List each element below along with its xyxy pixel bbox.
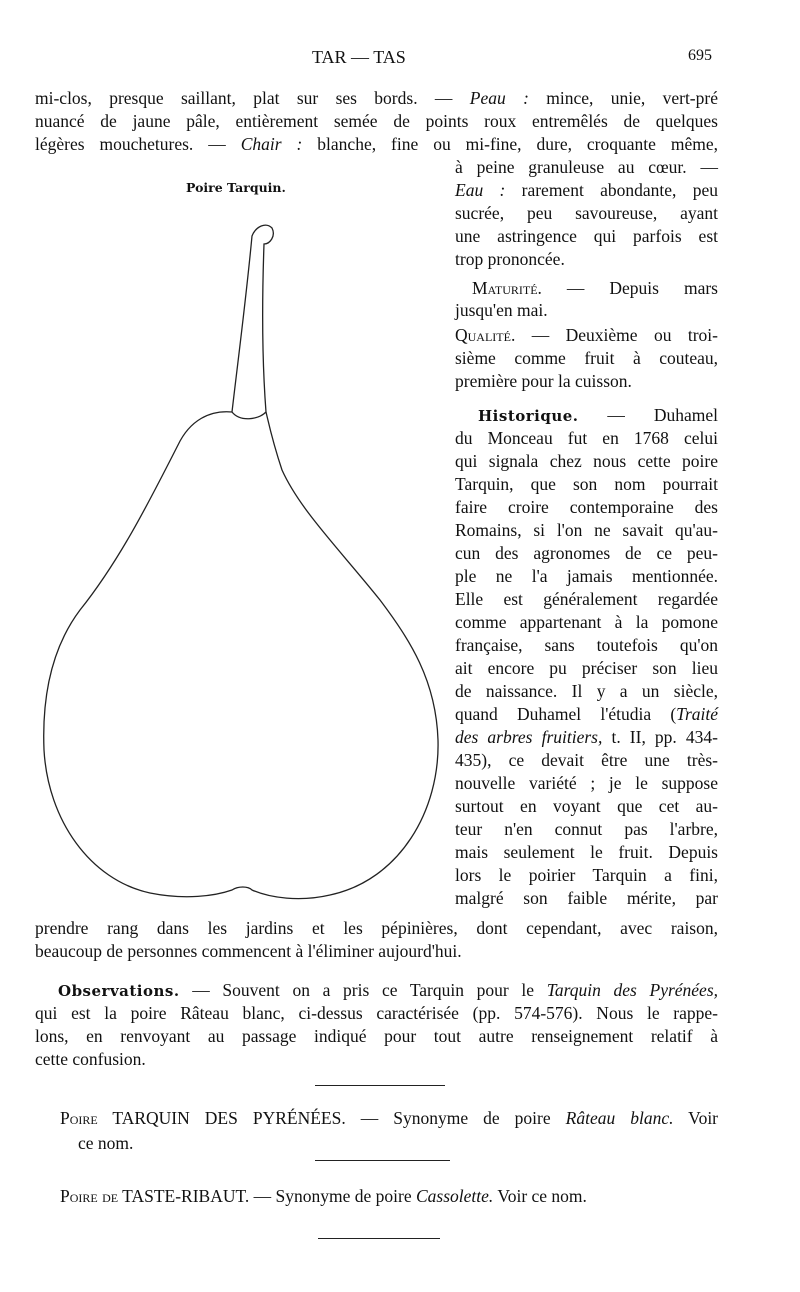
text-line xyxy=(455,473,718,495)
text-segment: lons, en renvoyant au passage indiqué pour tout autre renseignement relatif à xyxy=(35,1026,718,1046)
italic-text: Chair : xyxy=(240,134,303,154)
text-segment: ce nom. xyxy=(78,1133,134,1153)
text-segment: première pour la cuisson. xyxy=(455,371,632,391)
text-line xyxy=(455,496,718,518)
text-segment: du Monceau fut en 1768 celui xyxy=(455,428,718,448)
smallcaps-label: Maturité. xyxy=(472,278,542,298)
text-segment: rarement abondante, peu xyxy=(505,180,718,200)
text-line xyxy=(35,133,718,155)
text-line xyxy=(455,749,718,771)
text-segment: trop prononcée. xyxy=(455,249,565,269)
text-line xyxy=(60,1107,718,1129)
text-line xyxy=(455,299,548,321)
text-segment: de naissance. Il y a un siècle, xyxy=(455,681,718,701)
section-divider xyxy=(315,1085,445,1086)
text-line xyxy=(60,1185,587,1207)
text-line xyxy=(455,324,718,346)
text-segment: mince, unie, vert-pré xyxy=(528,88,718,108)
text-line xyxy=(455,370,632,392)
italic-text: Râteau blanc. xyxy=(565,1108,674,1128)
text-line xyxy=(455,450,718,472)
text-line xyxy=(455,202,718,224)
text-line xyxy=(455,818,718,840)
text-line xyxy=(78,1132,133,1154)
section-heading: Observations. xyxy=(58,982,180,1000)
text-line xyxy=(478,404,718,427)
italic-text: Traité xyxy=(676,704,718,724)
text-line xyxy=(455,772,718,794)
text-line xyxy=(455,347,718,369)
text-line xyxy=(455,864,718,886)
text-segment: prendre rang dans les jardins et les pépinières, dont cependant, avec raison, xyxy=(35,918,718,938)
text-line xyxy=(58,979,718,1002)
section-heading: Historique. xyxy=(478,407,579,425)
text-segment: Tarquin, que son nom pourrait xyxy=(455,474,718,494)
text-line xyxy=(455,703,718,725)
text-segment: française, sans toutefois qu'on xyxy=(455,635,718,655)
text-segment: 435), ce devait être une très- xyxy=(455,750,718,770)
text-segment: TARQUIN DES PYRÉNÉES. — Synonyme de poire xyxy=(97,1108,566,1128)
text-line xyxy=(455,427,718,449)
pear-stem xyxy=(232,225,273,419)
text-segment: cette confusion. xyxy=(35,1049,146,1069)
italic-text: Cassolette. xyxy=(415,1186,494,1206)
text-segment: nouvelle variété ; je le suppose xyxy=(455,773,718,793)
text-segment: TASTE-RIBAUT. — Synonyme de poire xyxy=(118,1186,416,1206)
page-number: 695 xyxy=(688,47,712,64)
text-segment: jusqu'en mai. xyxy=(455,300,548,320)
text-segment: une astringence qui parfois est xyxy=(455,226,718,246)
text-segment: à peine granuleuse au cœur. — xyxy=(455,157,718,177)
text-segment: Romains, si l'on ne savait qu'au- xyxy=(455,520,718,540)
text-line xyxy=(455,887,718,909)
text-line xyxy=(35,1002,718,1024)
text-segment: surtout en voyant que cet au- xyxy=(455,796,718,816)
text-line xyxy=(455,225,718,247)
text-line xyxy=(455,726,718,748)
text-line xyxy=(455,634,718,656)
section-divider xyxy=(318,1238,440,1239)
text-segment: ait encore pu préciser son lieu xyxy=(455,658,718,678)
text-segment: cun des agronomes de ce peu- xyxy=(455,543,718,563)
text-segment: — Depuis mars xyxy=(541,278,718,298)
text-line xyxy=(455,542,718,564)
text-line xyxy=(35,940,462,962)
text-line xyxy=(35,87,718,109)
text-segment: Elle est généralement regardée xyxy=(455,589,718,609)
smallcaps-label: Qualité. xyxy=(455,325,516,345)
text-segment: mi-clos, presque saillant, plat sur ses bords. — xyxy=(35,88,470,108)
text-segment: Voir xyxy=(673,1108,719,1128)
text-line xyxy=(35,1025,718,1047)
text-line xyxy=(455,519,718,541)
text-segment: malgré son faible mérite, par xyxy=(455,888,718,908)
text-segment: nuancé de jaune pâle, entièrement semée de points roux entremêlés de quelques xyxy=(35,111,718,131)
text-segment: lors le poirier Tarquin a fini, xyxy=(455,865,718,885)
text-line xyxy=(455,841,718,863)
text-line xyxy=(455,795,718,817)
text-segment: — Souvent on a pris ce Tarquin pour le xyxy=(179,980,547,1000)
text-segment: — Duhamel xyxy=(578,405,718,425)
smallcaps-label: Poire xyxy=(60,1108,98,1128)
pear-body xyxy=(44,412,438,899)
text-line xyxy=(35,1048,146,1070)
text-line xyxy=(455,156,718,178)
text-line xyxy=(455,657,718,679)
text-segment: ple ne l'a jamais mentionnée. xyxy=(455,566,718,586)
text-line xyxy=(455,248,565,270)
text-line xyxy=(455,611,718,633)
text-segment: beaucoup de personnes commencent à l'éliminer aujourd'hui. xyxy=(35,941,462,961)
section-divider xyxy=(315,1160,450,1161)
text-segment: qui est la poire Râteau blanc, ci-dessus caractérisée (pp. 574-576). Nous le rappe- xyxy=(35,1003,718,1023)
italic-text: Eau : xyxy=(455,180,506,200)
text-line xyxy=(472,277,718,299)
text-segment: légères mouchetures. — xyxy=(35,134,241,154)
text-segment: t. II, pp. 434- xyxy=(602,727,718,747)
text-segment: blanche, fine ou mi-fine, dure, croquante même, xyxy=(302,134,718,154)
smallcaps-label: Poire de xyxy=(60,1186,119,1206)
text-line xyxy=(35,110,718,132)
text-segment: Voir ce nom. xyxy=(493,1186,587,1206)
text-segment: mais seulement le fruit. Depuis xyxy=(455,842,718,862)
running-title: TAR — TAS xyxy=(312,47,406,67)
italic-text: Tarquin des Pyrénées, xyxy=(546,980,719,1000)
italic-text: des arbres fruitiers, xyxy=(455,727,603,747)
text-segment: sucrée, peu savoureuse, ayant xyxy=(455,203,718,223)
text-segment: comme appartenant à la pomone xyxy=(455,612,718,632)
text-line xyxy=(455,588,718,610)
text-segment: qui signala chez nous cette poire xyxy=(455,451,718,471)
text-segment: faire croire contemporaine des xyxy=(455,497,718,517)
text-segment: — Deuxième ou troi- xyxy=(515,325,718,345)
text-line xyxy=(455,565,718,587)
text-line xyxy=(35,917,718,939)
text-segment: quand Duhamel l'étudia ( xyxy=(455,704,677,724)
italic-text: Peau : xyxy=(469,88,529,108)
text-segment: sième comme fruit à couteau, xyxy=(455,348,718,368)
text-line xyxy=(455,179,718,201)
text-line xyxy=(455,680,718,702)
text-segment: teur n'en connut pas l'arbre, xyxy=(455,819,718,839)
figure-caption: Poire Tarquin. xyxy=(186,180,286,195)
